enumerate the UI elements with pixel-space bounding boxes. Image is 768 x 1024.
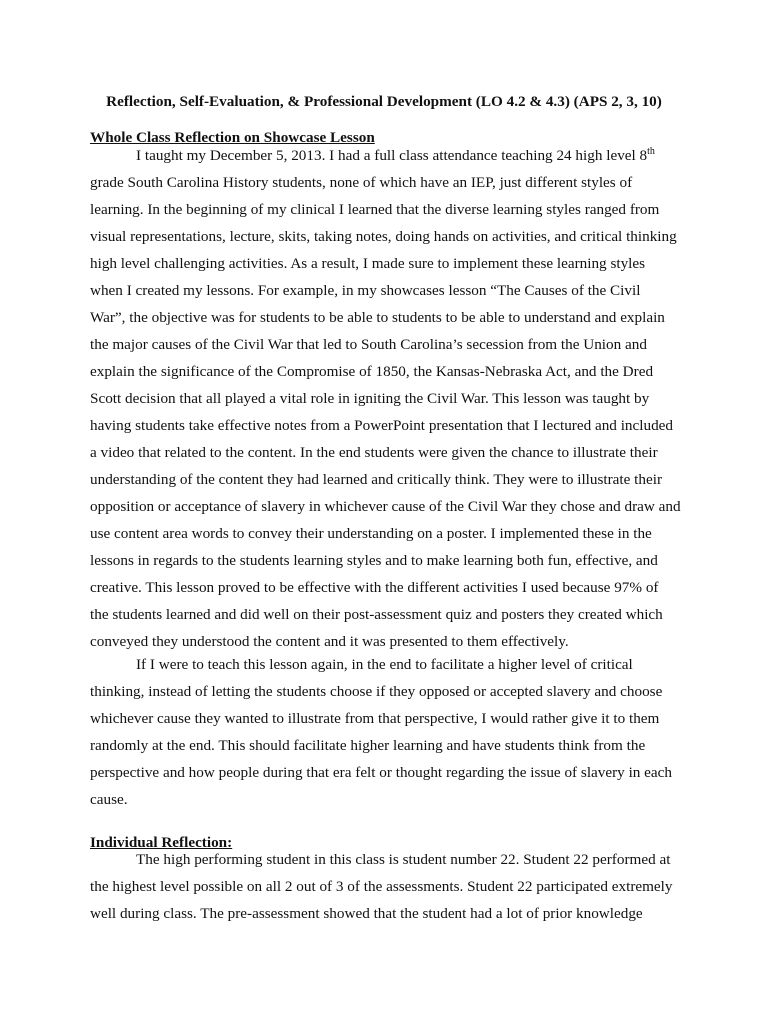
paragraph-line: a video that related to the content. In the end students were given the chance to illustrate their xyxy=(90,444,658,461)
paragraph-line: The high performing student in this class is student number 22. Student 22 performed at xyxy=(136,851,671,868)
paragraph-line: perspective and how people during that era felt or thought regarding the issue of slavery in each xyxy=(90,764,672,781)
paragraph-line: whichever cause they wanted to illustrate from that perspective, I would rather give it to them xyxy=(90,710,660,727)
paragraph-line: creative. This lesson proved to be effective with the different activities I used because 97% of xyxy=(90,579,659,596)
document-title: Reflection, Self-Evaluation, & Professional Development (LO 4.2 & 4.3) (APS 2, 3, 10) xyxy=(106,93,662,110)
paragraph-line: randomly at the end. This should facilitate higher learning and have students think from the xyxy=(90,737,646,754)
paragraph-line: explain the significance of the Compromise of 1850, the Kansas-Nebraska Act, and the Dred xyxy=(90,363,654,380)
paragraph-line: well during class. The pre-assessment showed that the student had a lot of prior knowledge xyxy=(90,905,643,922)
paragraph-line: having students take effective notes from a PowerPoint presentation that I lectured and included xyxy=(90,417,673,434)
paragraph-teach-again xyxy=(90,651,690,813)
section-heading-whole-class-reflection: Whole Class Reflection on Showcase Lesson xyxy=(90,129,375,146)
paragraph-line xyxy=(90,142,690,169)
paragraph-line: understanding of the content they had learned and critically think. They were to illustrate their xyxy=(90,471,663,488)
paragraph-line: use content area words to convey their understanding on a poster. I implemented these in the xyxy=(90,525,652,542)
paragraph-line: War”, the objective was for students to be able to students to be able to understand and explain xyxy=(90,309,665,326)
paragraph-line: opposition or acceptance of slavery in whichever cause of the Civil War they chose and draw and xyxy=(90,498,681,515)
paragraph-line: grade South Carolina History students, none of which have an IEP, just different styles of xyxy=(90,174,633,191)
paragraph-individual-reflection xyxy=(90,846,690,927)
paragraph-line: the highest level possible on all 2 out of 3 of the assessments. Student 22 participated extremely xyxy=(90,878,673,895)
paragraph-line: Scott decision that all played a vital role in igniting the Civil War. This lesson was taught by xyxy=(90,390,650,407)
paragraph-line: learning. In the beginning of my clinical I learned that the diverse learning styles ranged from xyxy=(90,201,660,218)
ordinal-suffix: th xyxy=(647,146,655,157)
paragraph-line: the students learned and did well on their post-assessment quiz and posters they created which xyxy=(90,606,663,623)
paragraph-line: conveyed they understood the content and it was presented to them effectively. xyxy=(90,633,569,650)
paragraph-line: when I created my lessons. For example, in my showcases lesson “The Causes of the Civil xyxy=(90,282,641,299)
paragraph-line: thinking, instead of letting the students choose if they opposed or accepted slavery and choose xyxy=(90,683,663,700)
paragraph-line: visual representations, lecture, skits, taking notes, doing hands on activities, and critical thinking xyxy=(90,228,677,245)
paragraph-line-text: I taught my December 5, 2013. I had a full class attendance teaching 24 high level 8 xyxy=(136,147,648,164)
paragraph-line: lessons in regards to the students learning styles and to make learning both fun, effective, and xyxy=(90,552,658,569)
paragraph-line: the major causes of the Civil War that led to South Carolina’s secession from the Union and xyxy=(90,336,647,353)
paragraph-line: If I were to teach this lesson again, in the end to facilitate a higher level of critical xyxy=(136,656,633,673)
paragraph-line: cause. xyxy=(90,791,128,808)
paragraph-line: high level challenging activities. As a result, I made sure to implement these learning styles xyxy=(90,255,646,272)
paragraph-showcase-lesson xyxy=(90,142,690,655)
section-heading-individual-reflection: Individual Reflection: xyxy=(90,834,233,851)
